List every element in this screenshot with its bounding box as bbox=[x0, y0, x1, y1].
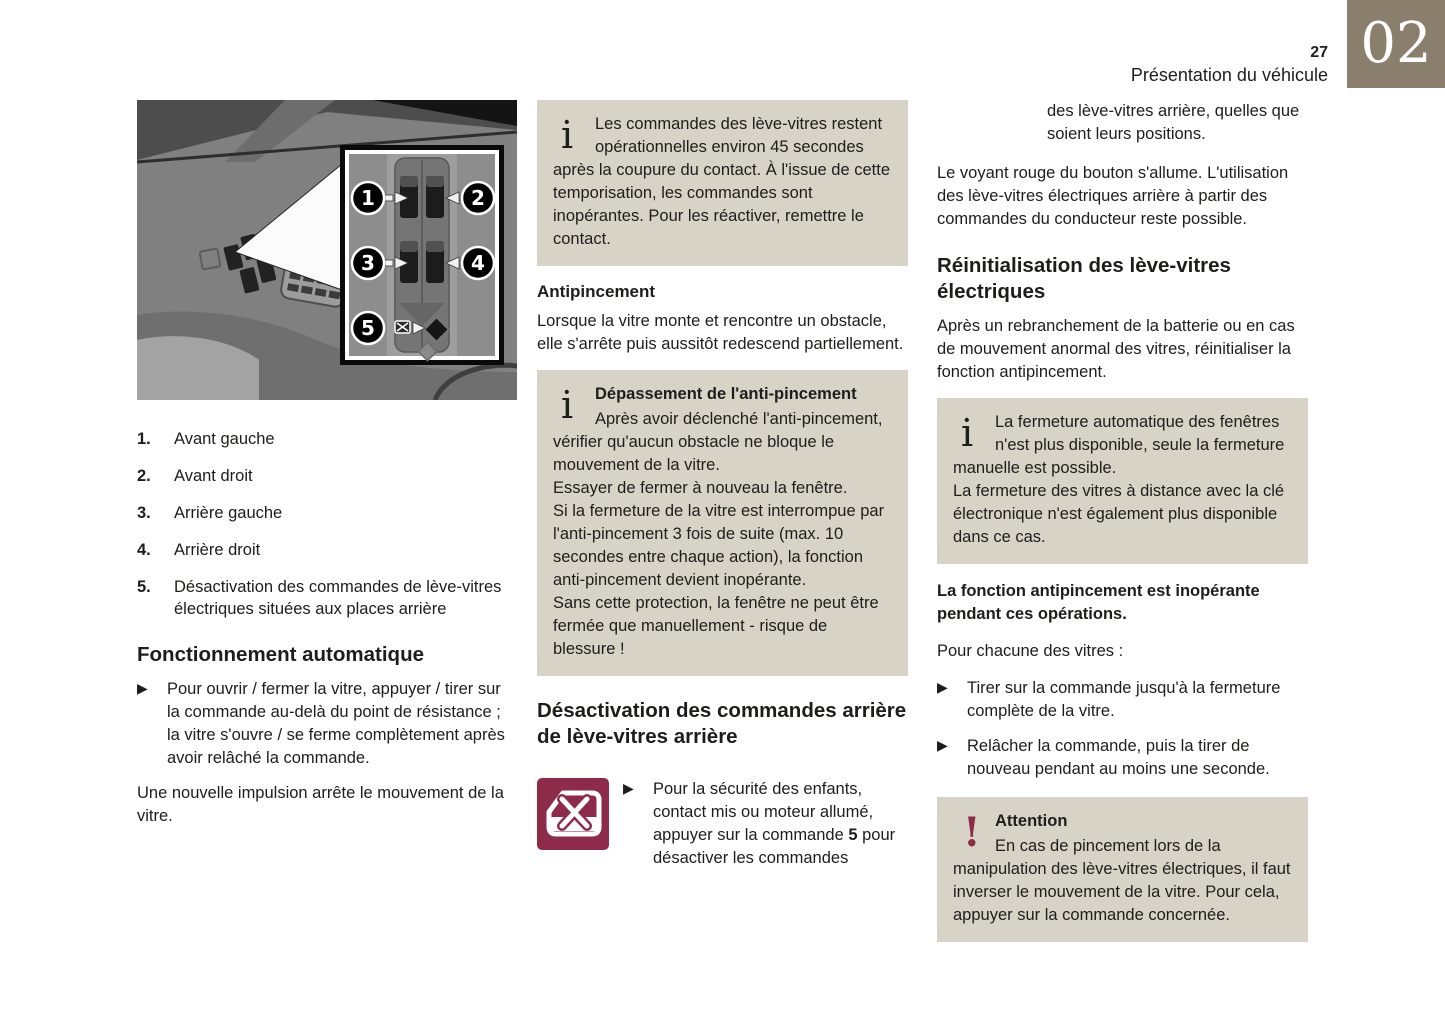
callout-4: 4 bbox=[471, 251, 485, 275]
reinit-step-text: Relâcher la commande, puis la tirer de nouveau pendant au moins une seconde. bbox=[967, 737, 1270, 778]
heading-antipinch: Antipincement bbox=[537, 282, 656, 301]
info-timeout-text: Les commandes des lève-vitres restent opérationnelles environ 45 secondes après la coupure du contact. À l'issue de cette temporisation, les commandes sont inopérantes. Pour les réactiver, remettre le contact. bbox=[553, 115, 891, 248]
legend-label: Avant gauche bbox=[174, 430, 275, 448]
page-number: 27 bbox=[1310, 44, 1328, 61]
bullet-arrow-icon: ▶ bbox=[623, 781, 634, 797]
reinitialisation-text: Après un rebranchement de la batterie ou en cas de mouvement anormal des vitres, réinitialiser la fonction antipincement. bbox=[937, 317, 1295, 381]
rear-lock-step bbox=[623, 778, 908, 870]
window-controls-figure bbox=[137, 100, 517, 400]
reinit-step-text: Tirer sur la commande jusqu'à la fermeture complète de la vitre. bbox=[967, 679, 1281, 720]
legend-item bbox=[137, 502, 517, 524]
left-column bbox=[137, 100, 517, 842]
info-box-antipinch-override bbox=[537, 370, 908, 676]
bullet-arrow-icon: ▶ bbox=[937, 738, 948, 754]
bullet-arrow-icon: ▶ bbox=[937, 680, 948, 696]
rear-lock-step-post: pour désactiver les commandes bbox=[653, 826, 896, 867]
heading-reinitialisation: Réinitialisation des lève-vitres électriques bbox=[937, 254, 1231, 303]
rear-lock-row bbox=[537, 778, 908, 870]
legend-label: Avant droit bbox=[174, 467, 253, 485]
legend-item bbox=[137, 539, 517, 561]
middle-column bbox=[537, 100, 908, 870]
chapter-number: 02 bbox=[1360, 11, 1432, 76]
info-box-timeout bbox=[537, 100, 908, 266]
callout-2: 2 bbox=[471, 186, 485, 210]
reinit-step bbox=[937, 677, 1308, 723]
chapter-tab bbox=[1347, 0, 1445, 88]
legend-number: 1. bbox=[137, 430, 151, 448]
header-section-title: Présentation du véhicule bbox=[1130, 65, 1328, 85]
callout-3: 3 bbox=[361, 251, 375, 275]
legend-label: Arrière droit bbox=[174, 541, 261, 559]
legend-item bbox=[137, 576, 517, 620]
info-box-auto-closing bbox=[937, 398, 1308, 564]
antipinch-text: Lorsque la vitre monte et rencontre un obstacle, elle s'arrête puis aussitôt redescend partiellement. bbox=[537, 312, 904, 353]
auto-operation-note: Une nouvelle impulsion arrête le mouvement de la vitre. bbox=[137, 784, 504, 825]
warning-text: En cas de pincement lors de la manipulation des lève-vitres électriques, il faut inverser le mouvement de la vitre. Pour cela, appuyer sur la commande concernée. bbox=[953, 837, 1291, 924]
reinit-step bbox=[937, 735, 1308, 781]
info-closing-line: La fermeture des vitres à distance avec la clé électronique n'est également plus disponible dans ce cas. bbox=[953, 482, 1285, 546]
bullet-arrow-icon: ▶ bbox=[137, 681, 148, 697]
heading-automatic-operation: Fonctionnement automatique bbox=[137, 643, 424, 666]
legend-label: Arrière gauche bbox=[174, 504, 283, 522]
legend-number: 4. bbox=[137, 541, 151, 559]
rear-lock-step-continuation: des lève-vitres arrière, quelles que soient leurs positions. bbox=[1047, 102, 1300, 143]
legend-item bbox=[137, 428, 517, 450]
info-icon: i bbox=[561, 383, 574, 427]
controls-inset bbox=[340, 145, 504, 365]
warning-box bbox=[937, 797, 1308, 942]
info-override-line: Sans cette protection, la fenêtre ne peut être fermée que manuellement - risque de blessure ! bbox=[553, 594, 879, 658]
indicator-text: Le voyant rouge du bouton s'allume. L'utilisation des lève-vitres électriques arrière à partir des commandes du conducteur reste possible. bbox=[937, 164, 1289, 228]
each-window-label: Pour chacune des vitres : bbox=[937, 642, 1124, 660]
callout-5: 5 bbox=[361, 316, 375, 340]
legend-label: Désactivation des commandes de lève-vitres électriques situées aux places arrière bbox=[174, 578, 502, 618]
right-column bbox=[937, 100, 1308, 958]
antipinch-inoperative-note: La fonction antipincement est inopérante pendant ces opérations. bbox=[937, 582, 1260, 623]
info-icon: i bbox=[961, 411, 974, 455]
warning-title: Attention bbox=[995, 812, 1068, 830]
child-lock-icon bbox=[537, 778, 609, 870]
callout-1: 1 bbox=[361, 186, 375, 210]
info-override-line: Après avoir déclenché l'anti-pincement, vérifier qu'aucun obstacle ne bloque le mouvement de la vitre. bbox=[553, 410, 883, 474]
rear-lock-step-pre: Pour la sécurité des enfants, contact mis ou moteur allumé, appuyer sur la commande bbox=[653, 780, 874, 844]
info-override-title: Dépassement de l'anti-pincement bbox=[595, 385, 857, 403]
info-override-line: Essayer de fermer à nouveau la fenêtre. bbox=[553, 479, 848, 497]
legend-item bbox=[137, 465, 517, 487]
heading-rear-deactivation: Désactivation des commandes arrière de lève-vitres arrière bbox=[537, 699, 907, 748]
rear-lock-step-text bbox=[653, 778, 908, 870]
info-override-line: Si la fermeture de la vitre est interrompue par l'anti-pincement 3 fois de suite (max. 10 secondes entre chaque action), la fonction anti-pincement devient inopérante. bbox=[553, 502, 885, 589]
legend-number: 3. bbox=[137, 504, 151, 522]
rear-lock-step-callout-ref: 5 bbox=[848, 826, 858, 844]
auto-operation-step-text: Pour ouvrir / fermer la vitre, appuyer / tirer sur la commande au-delà du point de résistance ; la vitre s'ouvre / se ferme complètement après avoir relâché la commande. bbox=[167, 680, 505, 767]
legend-number: 5. bbox=[137, 578, 151, 596]
info-icon: i bbox=[561, 113, 574, 157]
warning-exclamation-icon: ! bbox=[963, 809, 981, 856]
figure-legend bbox=[137, 428, 517, 620]
legend-number: 2. bbox=[137, 467, 151, 485]
info-closing-line: La fermeture automatique des fenêtres n'est plus disponible, seule la fermeture manuelle est possible. bbox=[953, 413, 1285, 477]
auto-operation-step bbox=[137, 678, 517, 770]
